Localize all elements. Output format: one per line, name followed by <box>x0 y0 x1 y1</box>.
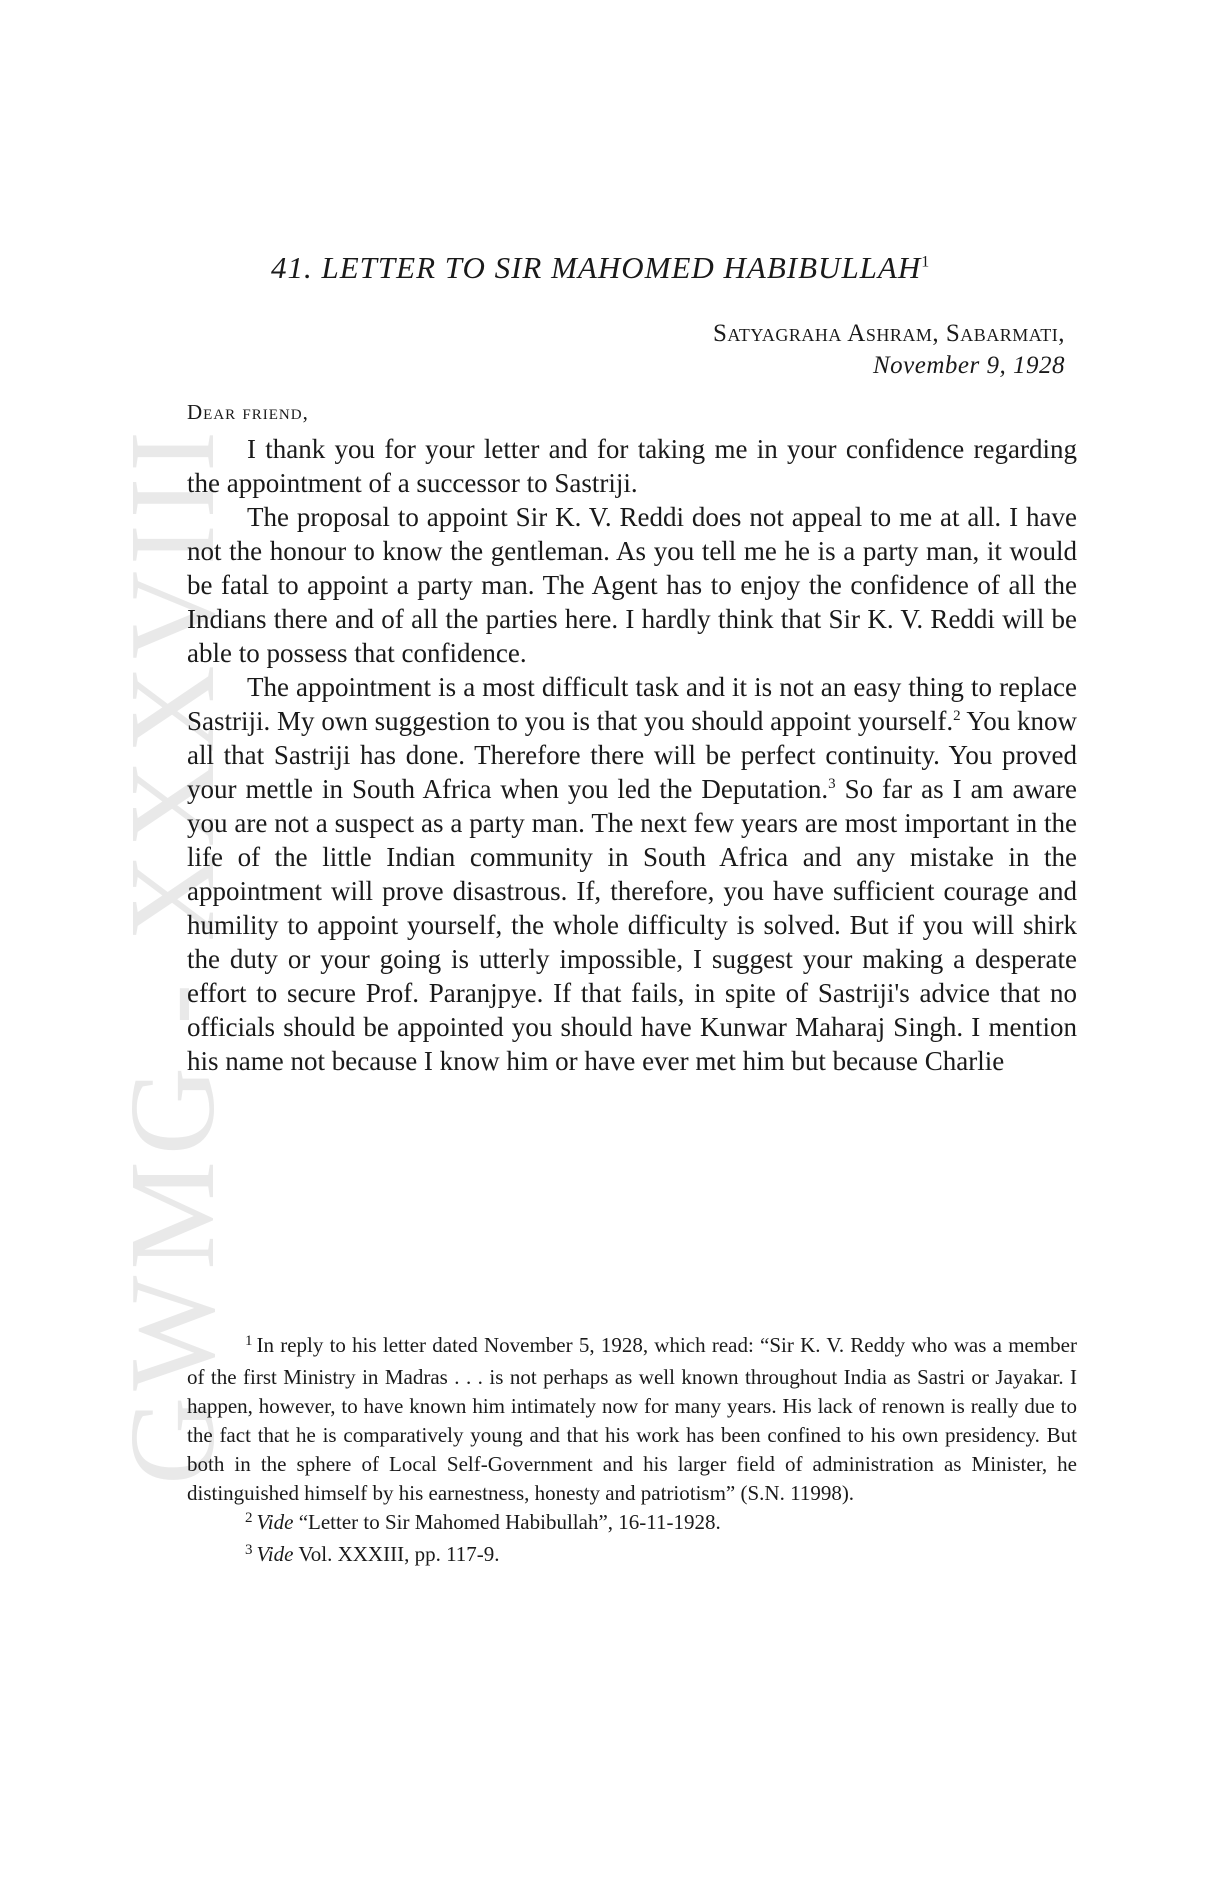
letter-date: November 9, 1928 <box>873 352 1065 379</box>
footnote <box>187 1540 1077 1572</box>
footnote <box>187 1508 1077 1540</box>
footnote-vide: Vide <box>256 1542 294 1566</box>
footnote-mark: 2 <box>245 1510 253 1526</box>
body-paragraph <box>187 670 1077 1078</box>
letter-body <box>187 432 1077 1078</box>
letter-title <box>271 250 930 286</box>
footnotes <box>187 1331 1077 1572</box>
watermark-text: GWMG - XXXVIII <box>105 425 241 1485</box>
footnote-text: In reply to his letter dated November 5, 1928, which read: “Sir K. V. Reddy who was a member of the first Ministry in Madras . . . is not perhaps as well known throughout India as Sastri or Jayakar. I happen, however, to have known him intimately now for many years. His lack of renown is really due to the fact that he is comparatively young and that his work has been confined to his own presidency. But both in the sphere of Local Self-Government and his larger field of administration as Minister, he distinguished himself by his earnestness, honesty and patriotism” (S.N. 11998). <box>187 1333 1077 1505</box>
footnote-text: “Letter to Sir Mahomed Habibullah”, 16-11-1928. <box>298 1510 721 1534</box>
body-text-run: So far as I am aware you are not a suspect as a party man. The next few years are most important in the life of the little Indian community in South Africa and any mistake in the appointment will prove disastrous. If, therefore, you have sufficient courage and humility to appoint yourself, the whole difficulty is solved. But if you will shirk the duty or your going is utterly impossible, I suggest your making a desperate effort to secure Prof. Paranjpye. If that fails, in spite of Sastriji's advice that no officials should be appointed you should have Kunwar Maharaj Singh. I mention his name not because I know him or have ever met him but because Charlie <box>187 774 1077 1076</box>
title-footnote-mark: 1 <box>921 253 931 271</box>
footnote-text: Vol. XXXIII, pp. 117-9. <box>298 1542 500 1566</box>
footnote-vide: Vide <box>256 1510 294 1534</box>
footnote-mark: 1 <box>245 1333 253 1349</box>
body-paragraph: The proposal to appoint Sir K. V. Reddi does not appeal to me at all. I have not the honour to know the gentleman. As you tell me he is a party man, it would be fatal to appoint a party man. The Agent has to enjoy the confidence of all the Indians there and of all the parties here. I hardly think that Sir K. V. Reddi will be able to possess that confidence. <box>187 502 1077 668</box>
footnote-ref: 2 <box>953 708 961 724</box>
footnote <box>187 1331 1077 1508</box>
letter-title-text: 41. LETTER TO SIR MAHOMED HABIBULLAH <box>271 250 922 285</box>
body-paragraph: I thank you for your letter and for taking me in your confidence regarding the appointment of a successor to Sastriji. <box>187 434 1077 498</box>
salutation: Dear friend, <box>187 400 309 424</box>
footnote-ref: 3 <box>828 776 836 792</box>
body-text-run: You know all that Sastriji has done. Therefore there will be perfect continuity. You proved your mettle in South Africa when you led the Deputation. <box>187 706 1078 804</box>
footnote-mark: 3 <box>245 1542 253 1558</box>
body-text-run: The appointment is a most difficult task and it is not an easy thing to replace Sastriji. My own suggestion to you is that you should appoint yourself. <box>187 672 1077 736</box>
letter-place: Satyagraha Ashram, Sabarmati, <box>712 320 1065 347</box>
